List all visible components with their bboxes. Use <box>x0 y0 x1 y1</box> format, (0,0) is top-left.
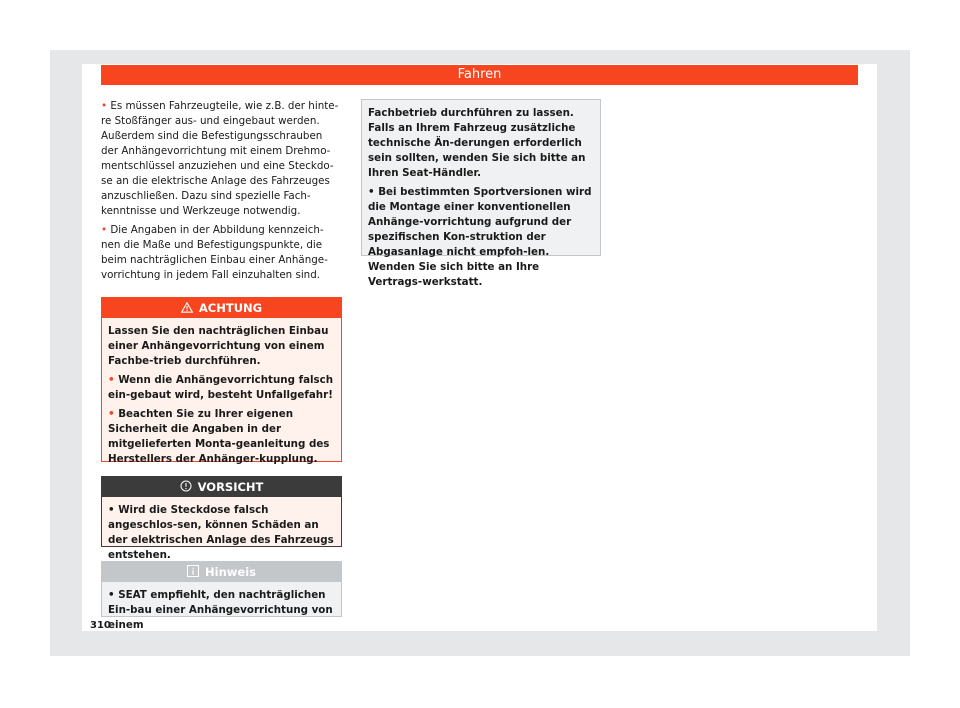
bullet: • <box>108 589 115 601</box>
note-continued-box <box>361 99 601 288</box>
exclamation-circle-icon <box>180 478 192 498</box>
note-continued-intro: Fachbetrieb durchführen zu lassen. Falls an Ihrem Fahrzeug zusätzliche technische Än-derungen erforderlich sein sollten, wenden Sie sich bitte an Ihren Seat-Händler. <box>368 107 586 179</box>
note-body <box>102 582 341 633</box>
list-item <box>108 503 335 563</box>
list-item <box>108 373 335 403</box>
paragraph-text: Die Angaben in der Abbildung kennzeich-nen die Maße und Befestigungspunkte, die beim nachträglichen Einbau einer Anhänge-vorrichtung in jedem Fall einzuhalten sind. <box>101 224 328 281</box>
bullet: • <box>108 504 115 516</box>
warning-intro: Lassen Sie den nachträglichen Einbau einer Anhängevorrichtung von einem Fachbe-trieb durchführen. <box>108 325 329 367</box>
list-item <box>108 407 335 467</box>
info-icon <box>187 563 199 583</box>
paragraph-text: Es müssen Fahrzeugteile, wie z.B. der hinte-re Stoßfänger aus- und eingebaut werden. Außerdem sind die Befestigungsschrauben der Anhängevorrichtung mit einem Drehmo-mentschlüssel anzuziehen und eine Steckdo-se an die elektrische Anlage des Fahrzeuges anzuschließen. Dazu sind spezielle Fach-kenntnisse und Werkzeuge notwendig. <box>101 100 339 217</box>
warning-header <box>102 298 341 318</box>
paragraph <box>101 223 341 283</box>
caution-body <box>102 497 341 563</box>
note-header <box>102 562 341 582</box>
caution-box <box>101 476 342 561</box>
left-text-column <box>101 99 341 287</box>
note-continued-body <box>362 100 600 290</box>
warning-title: ACHTUNG <box>198 301 263 315</box>
list-item-text: Wird die Steckdose falsch angeschlos-sen, können Schäden an der elektrischen Anlage des Fahrzeugs entstehen. <box>108 504 334 561</box>
list-item-text: Beachten Sie zu Ihrer eigenen Sicherheit die Angaben in der mitgelieferten Monta-geanleitung des Herstellers der Anhänger-kupplung. <box>108 408 330 465</box>
caution-header <box>102 477 341 497</box>
note-box <box>101 561 342 631</box>
bullet: • <box>101 224 108 236</box>
list-item <box>368 185 594 290</box>
bullet: • <box>368 186 375 198</box>
list-item <box>108 588 335 633</box>
bullet: • <box>108 374 115 386</box>
section-header: Fahren <box>101 65 858 85</box>
page-number: 310 <box>90 620 111 631</box>
list-item-text: Wenn die Anhängevorrichtung falsch ein-gebaut wird, besteht Unfallgefahr! <box>108 374 334 401</box>
list-item-text: Bei bestimmten Sportversionen wird die Montage einer konventionellen Anhänge-vorrichtung aufgrund der spezifischen Kon-struktion der Abgasanlage nicht empfoh-len. Wenden Sie sich bitte an Ihre Vertrags-werkstatt. <box>368 186 592 288</box>
warning-box <box>101 297 342 465</box>
paragraph <box>101 99 341 219</box>
list-item-text: SEAT empfiehlt, den nachträglichen Ein-bau einer Anhängevorrichtung von einem <box>108 589 333 631</box>
warning-body <box>102 318 341 467</box>
caution-title: VORSICHT <box>197 480 264 494</box>
warning-triangle-icon <box>181 299 193 319</box>
note-title: Hinweis <box>205 565 256 579</box>
bullet: • <box>101 100 108 112</box>
bullet: • <box>108 408 115 420</box>
